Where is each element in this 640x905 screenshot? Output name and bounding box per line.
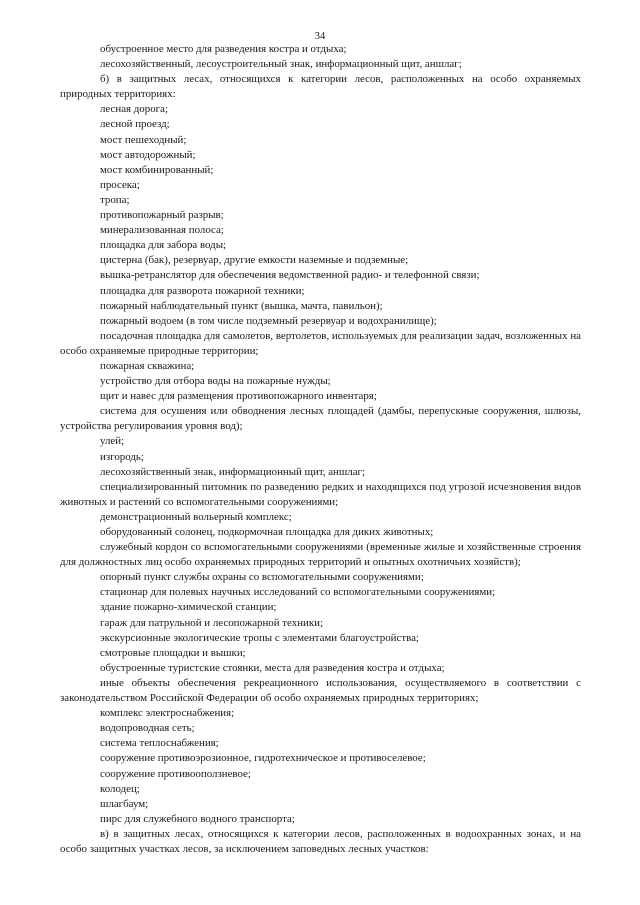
list-item: пожарная скважина; [100,359,195,372]
list-item: лесохозяйственный знак, информационный щит, аншлаг; [100,465,366,478]
document-body [60,42,581,857]
paragraph: б) в защитных лесах, относящихся к категории лесов, расположенных на особо охраняемых природных территориях: [60,73,581,101]
list-item: оборудованный солонец, подкормочная площадка для диких животных; [100,526,434,538]
paragraph: служебный кордон со вспомогательными сооружениями (временные жилые и хозяйственные строения для должностных лиц особо охраняемых природных территорий и опытных охотничьих хозяйств); [60,541,581,569]
list-item: шлагбаум; [100,797,149,810]
paragraph: в) в защитных лесах, относящихся к категории лесов, расположенных в водоохранных зонах, и на особо защитных участках лесов, за исключением заповедных лесных участков: [60,827,581,855]
paragraph: посадочная площадка для самолетов, вертолетов, используемых для реализации задач, возложенных на особо охраняемые природные территории; [60,329,581,357]
paragraph: иные объекты обеспечения рекреационного использования, осуществляемого в соответствии с законодательством Российской Федерации об особо охраняемых природных территориях; [60,676,581,705]
list-item: обустроенное место для разведения костра и отдыха; [100,43,347,55]
list-item: мост пешеходный; [100,133,187,146]
list-item: система теплоснабжения; [100,737,219,750]
paragraph: специализированный питомник по разведению редких и находящихся под угрозой исчезновения видов животных и растений со вспомогательными сооружениями; [60,480,581,508]
list-item: улей; [100,435,125,448]
list-item: сооружение противооползневое; [100,767,251,780]
list-item: гараж для патрульной и лесопожарной техники; [100,616,323,629]
list-item: водопроводная сеть; [100,722,195,735]
list-item: комплекс электроснабжения; [100,707,235,720]
page-number: 34 [314,31,326,42]
list-item: противопожарный разрыв; [100,209,224,222]
list-item: просека; [100,178,140,191]
list-item: вышка-ретранслятор для обеспечения ведомственной радио- и телефонной связи; [100,269,480,282]
list-item: цистерна (бак), резервуар, другие емкости наземные и подземные; [100,254,409,267]
list-item: пирс для служебного водного транспорта; [100,812,295,825]
list-item: тропа; [100,193,130,206]
list-item: изгородь; [100,450,144,463]
list-item: щит и навес для размещения противопожарного инвентаря; [100,390,377,403]
list-item: демонстрационный вольерный комплекс; [100,510,292,523]
list-item: мост автодорожный; [100,148,196,161]
list-item: смотровые площадки и вышки; [100,646,246,659]
list-item: пожарный наблюдательный пункт (вышка, мачта, павильон); [100,299,383,312]
list-item: экскурсионные экологические тропы с элементами благоустройства; [100,631,419,644]
list-item: минерализованная полоса; [100,224,224,237]
list-item: колодец; [100,782,140,795]
list-item: площадка для забора воды; [100,239,227,252]
list-item: сооружение противоэрозионное, гидротехническое и противоселевое; [100,752,426,765]
list-item: мост комбинированный; [100,163,214,176]
list-item: лесная дорога; [100,103,168,116]
list-item: здание пожарно-химической станции; [100,601,277,614]
list-item: площадка для разворота пожарной техники; [100,284,305,297]
list-item: опорный пункт службы охраны со вспомогательными сооружениями; [100,571,424,584]
list-item: устройство для отбора воды на пожарные нужды; [100,375,331,388]
list-item: лесной проезд; [100,118,170,131]
list-item: лесохозяйственный, лесоустроительный знак, информационный щит, аншлаг; [100,58,462,71]
list-item: обустроенные туристские стоянки, места для разведения костра и отдыха; [100,661,445,674]
paragraph: система для осушения или обводнения лесных площадей (дамбы, перепускные сооружения, шлюзы, устройства регулирования уровня вод); [60,405,581,433]
list-item: стационар для полевых научных исследований со вспомогательными сооружениями; [100,586,496,599]
list-item: пожарный водоем (в том числе подземный резервуар и водохранилище); [100,314,437,327]
